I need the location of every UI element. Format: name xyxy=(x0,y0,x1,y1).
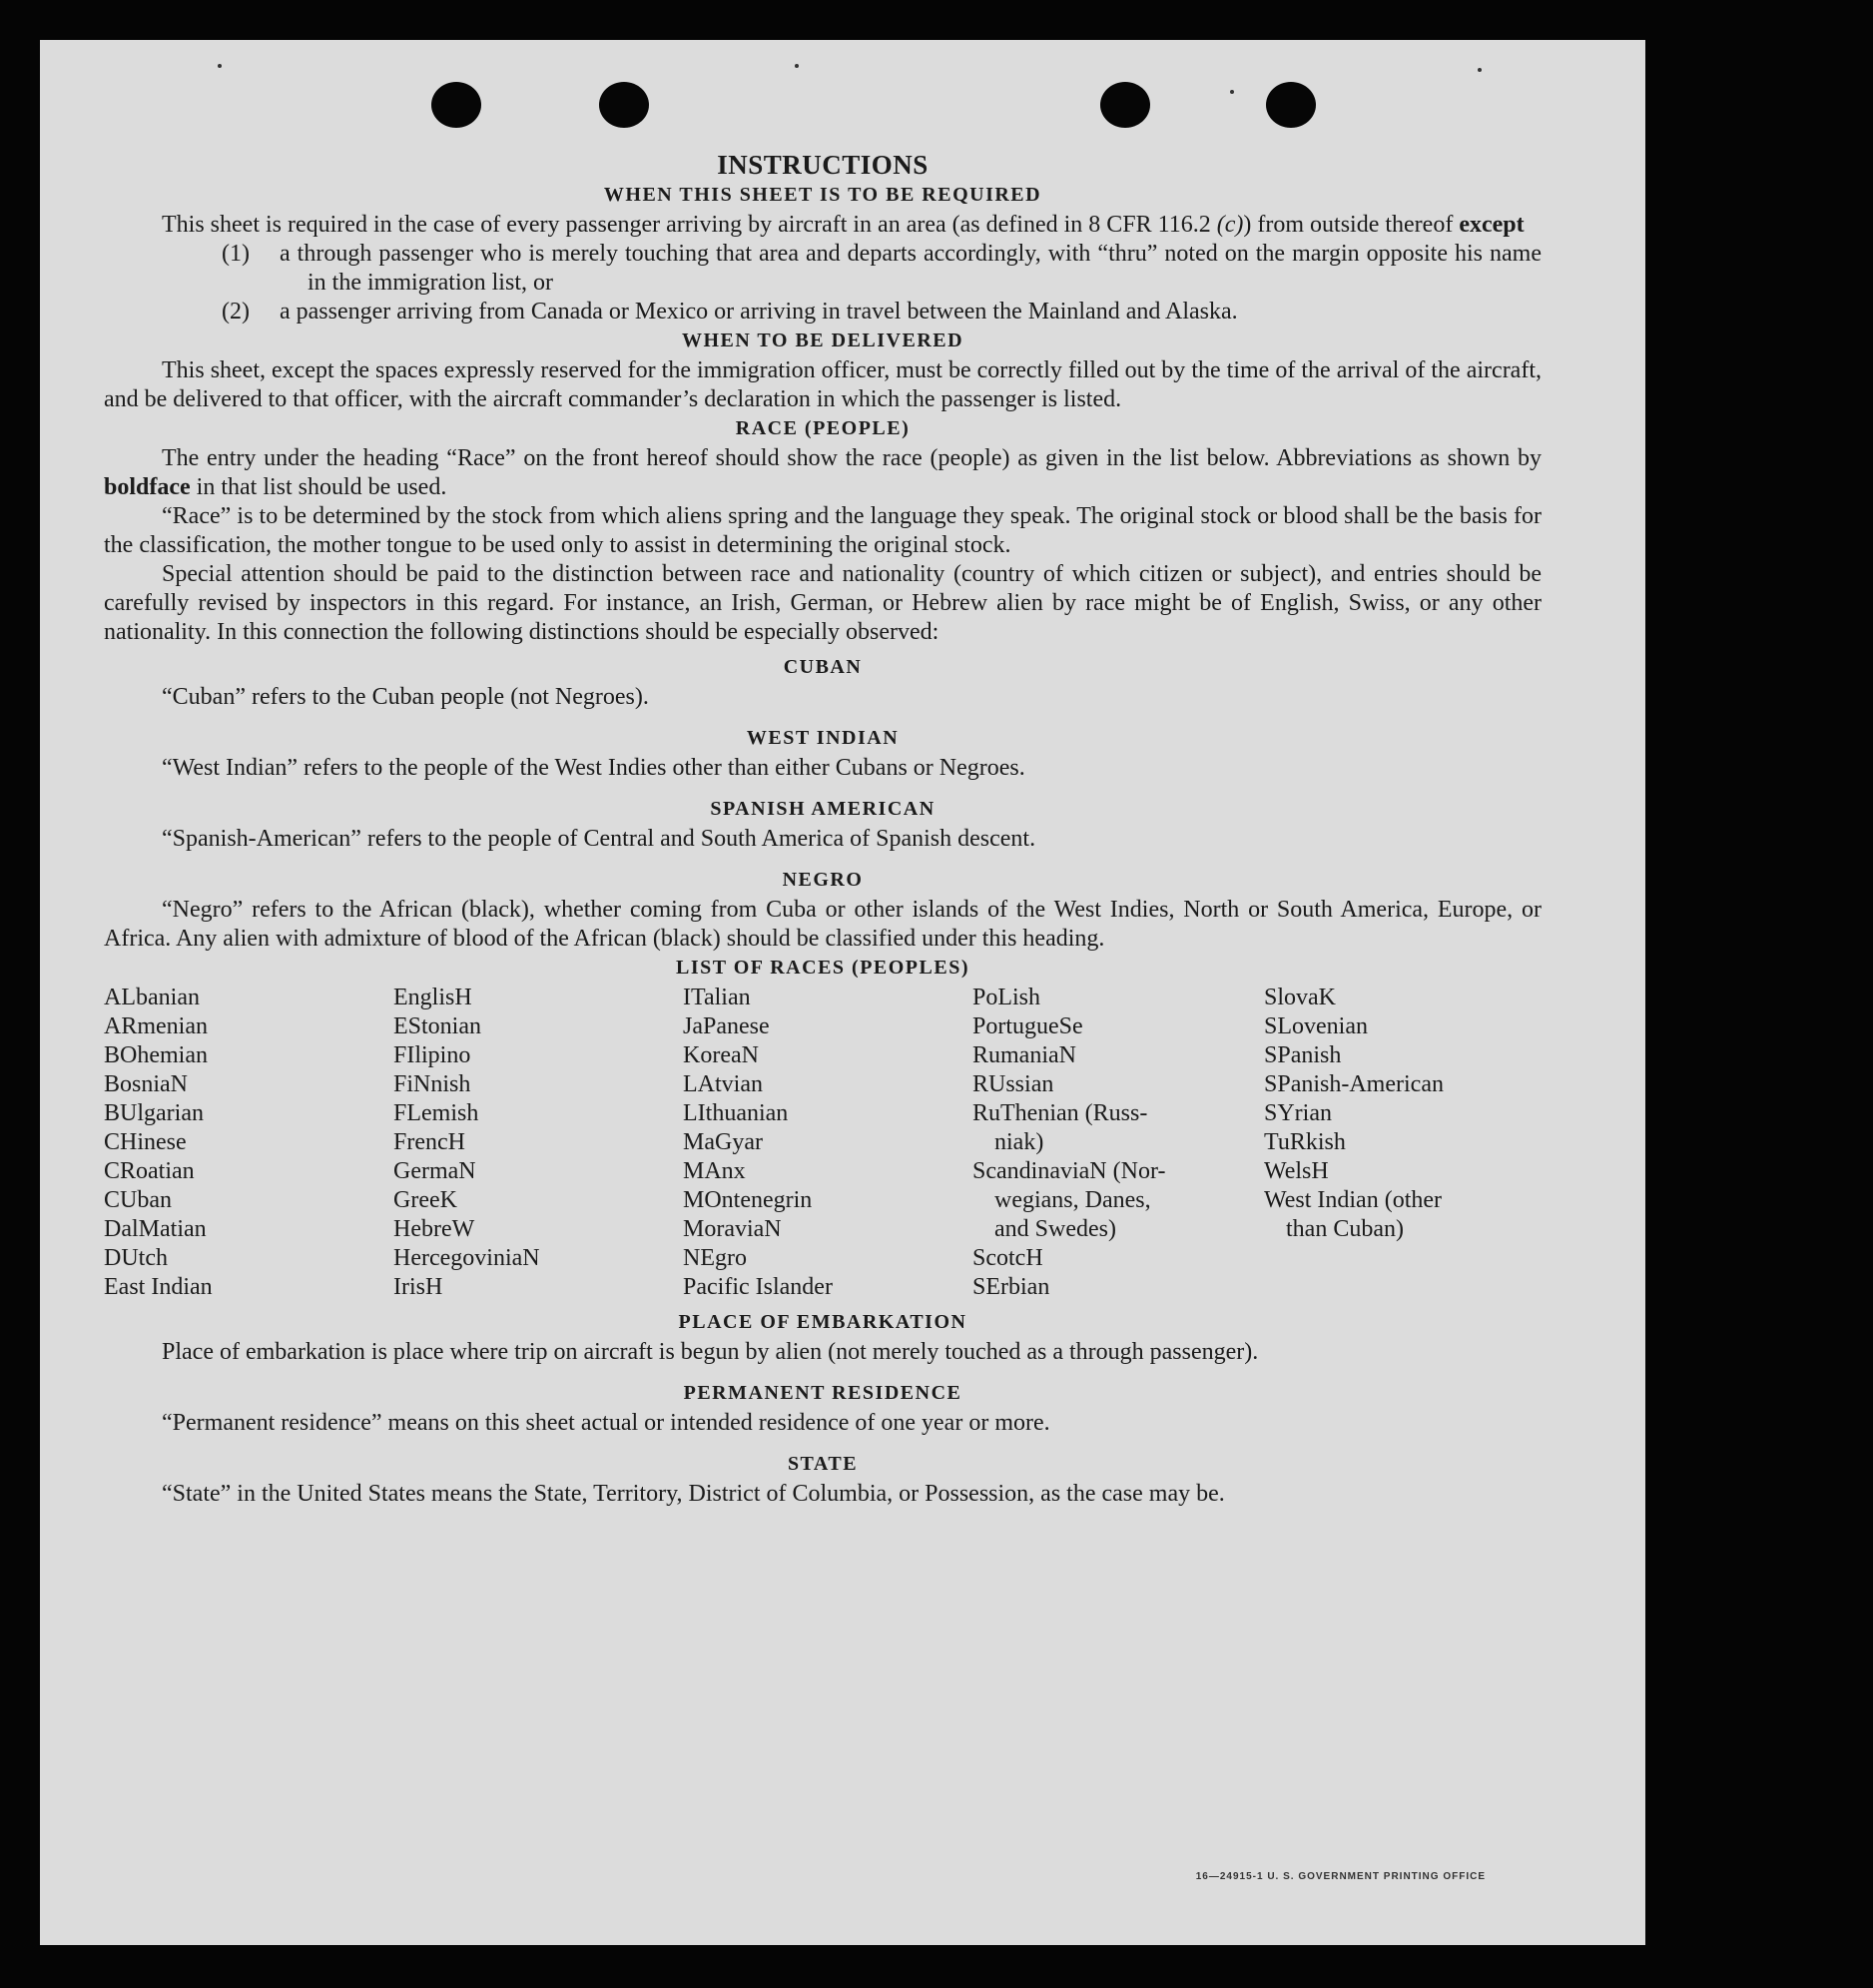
race-entry: DUtch xyxy=(104,1245,168,1271)
intro-text-1: This sheet is required in the case of every passenger arriving by aircraft in an area (as defined in 8 CFR 116.2 xyxy=(162,212,1217,238)
race-entry: MoraviaN xyxy=(683,1216,782,1242)
item-text: a passenger arriving from Canada or Mexico or arriving in travel between the Mainland and Alaska. xyxy=(280,299,1238,325)
race-entry: MAnx xyxy=(683,1158,746,1184)
race-entry: BOhemian xyxy=(104,1042,208,1068)
race-entry: ALbanian xyxy=(104,985,200,1010)
race-column xyxy=(972,984,1264,1302)
heading-spanish-american: SPANISH AMERICAN xyxy=(710,798,936,820)
speck xyxy=(1478,68,1482,72)
instructions-content xyxy=(104,150,1542,1509)
race-entry: RUssian xyxy=(972,1071,1054,1097)
race-entry: FLemish xyxy=(393,1100,479,1126)
race-entry: than Cuban) xyxy=(1286,1216,1404,1242)
intro-text-2: ) from outside thereof xyxy=(1243,212,1460,238)
race-p1-text-1: The entry under the heading “Race” on the front hereof should show the race (people) as given in the list below. Abbreviations as shown by xyxy=(162,445,1542,471)
race-entry: TuRkish xyxy=(1264,1129,1346,1155)
heading-when-required: WHEN THIS SHEET IS TO BE REQUIRED xyxy=(603,184,1042,206)
state-text: “State” in the United States means the State, Territory, District of Columbia, or Possession, as the case may be. xyxy=(162,1481,1225,1507)
race-entry: CUban xyxy=(104,1187,172,1213)
race-entry: IrisH xyxy=(393,1274,443,1300)
race-entry: WelsH xyxy=(1264,1158,1329,1184)
race-entry: EStonian xyxy=(393,1013,481,1039)
race-entry: and Swedes) xyxy=(994,1216,1116,1242)
page-title: INSTRUCTIONS xyxy=(717,150,929,180)
race-entry: ARmenian xyxy=(104,1013,208,1039)
printer-imprint: 16—24915-1 U. S. GOVERNMENT PRINTING OFFICE xyxy=(1195,1871,1486,1882)
heading-cuban: CUBAN xyxy=(783,656,863,678)
race-entry: BosniaN xyxy=(104,1071,188,1097)
race-entry: niak) xyxy=(994,1129,1044,1155)
document-sheet xyxy=(40,40,1645,1945)
punch-hole xyxy=(431,82,481,128)
race-entry: West Indian (other xyxy=(1264,1187,1443,1213)
race-column xyxy=(393,984,683,1302)
item-text: a through passenger who is merely touching that area and departs accordingly, with “thru” noted on the margin opposite his name in the immigration list, or xyxy=(280,241,1542,296)
heading-when-delivered: WHEN TO BE DELIVERED xyxy=(681,330,964,351)
race-entry: BUlgarian xyxy=(104,1100,204,1126)
exception-item xyxy=(222,240,1542,298)
punch-hole xyxy=(599,82,649,128)
when-delivered-text: This sheet, except the spaces expressly reserved for the immigration officer, must be correctly filled out by the time of the arrival of the aircraft, and be delivered to that officer, with the aircraft commander’s declaration in which the passenger is listed. xyxy=(104,357,1542,412)
race-entry: GreeK xyxy=(393,1187,457,1213)
race-entry: East Indian xyxy=(104,1274,213,1300)
race-column xyxy=(104,984,393,1302)
race-entry: MaGyar xyxy=(683,1129,763,1155)
race-entry: FiNnish xyxy=(393,1071,471,1097)
negro-text: “Negro” refers to the African (black), whether coming from Cuba or other islands of the West Indies, North or South America, Europe, or Africa. Any alien with admixture of blood of the African (black) should be classified under this heading. xyxy=(104,897,1542,952)
race-list xyxy=(104,984,1542,1302)
intro-bold: except xyxy=(1459,212,1525,238)
race-paragraph-2: “Race” is to be determined by the stock from which aliens spring and the language they speak. The original stock or blood shall be the basis for the classification, the mother tongue to be used only to assist in determining the original stock. xyxy=(104,503,1542,558)
race-entry: EnglisH xyxy=(393,985,472,1010)
race-entry: SPanish-American xyxy=(1264,1071,1444,1097)
race-entry: LAtvian xyxy=(683,1071,763,1097)
race-entry: RuThenian (Russ- xyxy=(972,1100,1148,1126)
heading-embarkation: PLACE OF EMBARKATION xyxy=(678,1311,967,1333)
race-entry: SPanish xyxy=(1264,1042,1342,1068)
spanish-american-text: “Spanish-American” refers to the people of Central and South America of Spanish descent. xyxy=(162,826,1036,852)
race-entry: CRoatian xyxy=(104,1158,195,1184)
race-entry: SLovenian xyxy=(1264,1013,1368,1039)
race-entry: PortugueSe xyxy=(972,1013,1083,1039)
race-entry: NEgro xyxy=(683,1245,747,1271)
race-entry: LIthuanian xyxy=(683,1100,789,1126)
item-number: (2) xyxy=(222,299,250,325)
race-p1-text-2: in that list should be used. xyxy=(190,474,447,500)
race-entry: ScotcH xyxy=(972,1245,1043,1271)
punch-hole xyxy=(1100,82,1150,128)
speck xyxy=(218,64,222,68)
race-paragraph-1 xyxy=(104,444,1542,502)
race-entry: PoLish xyxy=(972,985,1041,1010)
when-required-intro xyxy=(104,211,1542,240)
race-entry: SlovaK xyxy=(1264,985,1336,1010)
race-entry: KoreaN xyxy=(683,1042,759,1068)
race-entry: GermaN xyxy=(393,1158,476,1184)
race-entry: ScandinaviaN (Nor- xyxy=(972,1158,1166,1184)
race-entry: HercegoviniaN xyxy=(393,1245,540,1271)
item-number: (1) xyxy=(222,241,250,267)
race-entry: FIlipino xyxy=(393,1042,471,1068)
heading-permanent-residence: PERMANENT RESIDENCE xyxy=(683,1382,962,1404)
race-entry: FrencH xyxy=(393,1129,465,1155)
heading-west-indian: WEST INDIAN xyxy=(746,727,900,749)
race-entry: MOntenegrin xyxy=(683,1187,813,1213)
race-entry: SErbian xyxy=(972,1274,1050,1300)
race-column xyxy=(683,984,972,1302)
race-entry: DalMatian xyxy=(104,1216,207,1242)
heading-list-of-races: LIST OF RACES (PEOPLES) xyxy=(675,957,969,979)
permanent-residence-text: “Permanent residence” means on this sheet actual or intended residence of one year or more. xyxy=(162,1410,1050,1436)
race-entry: RumaniaN xyxy=(972,1042,1076,1068)
race-entry: Pacific Islander xyxy=(683,1274,833,1300)
race-entry: CHinese xyxy=(104,1129,187,1155)
west-indian-text: “West Indian” refers to the people of the West Indies other than either Cubans or Negroes. xyxy=(162,755,1025,781)
race-p1-bold: boldface xyxy=(104,474,191,500)
heading-state: STATE xyxy=(787,1453,859,1475)
speck xyxy=(1230,90,1234,94)
race-entry: ITalian xyxy=(683,985,751,1010)
race-paragraph-3: Special attention should be paid to the distinction between race and nationality (country of which citizen or subject), and entries should be carefully revised by inspectors in this regard. For instance, an Irish, German, or Hebrew alien by race might be of English, Swiss, or any other nationality. In this connection the following distinctions should be especially observed: xyxy=(104,561,1542,645)
embarkation-text: Place of embarkation is place where trip on aircraft is begun by alien (not merely touched as a through passenger). xyxy=(162,1339,1259,1365)
heading-negro: NEGRO xyxy=(782,869,864,891)
race-entry: HebreW xyxy=(393,1216,475,1242)
heading-race: RACE (PEOPLE) xyxy=(735,417,911,439)
race-entry: JaPanese xyxy=(683,1013,770,1039)
punch-hole xyxy=(1266,82,1316,128)
exception-item xyxy=(222,298,1542,327)
cuban-text: “Cuban” refers to the Cuban people (not Negroes). xyxy=(162,684,649,710)
intro-italic: (c) xyxy=(1216,212,1244,238)
race-entry: SYrian xyxy=(1264,1100,1332,1126)
speck xyxy=(795,64,799,68)
race-column xyxy=(1264,984,1524,1302)
race-entry: wegians, Danes, xyxy=(994,1187,1151,1213)
